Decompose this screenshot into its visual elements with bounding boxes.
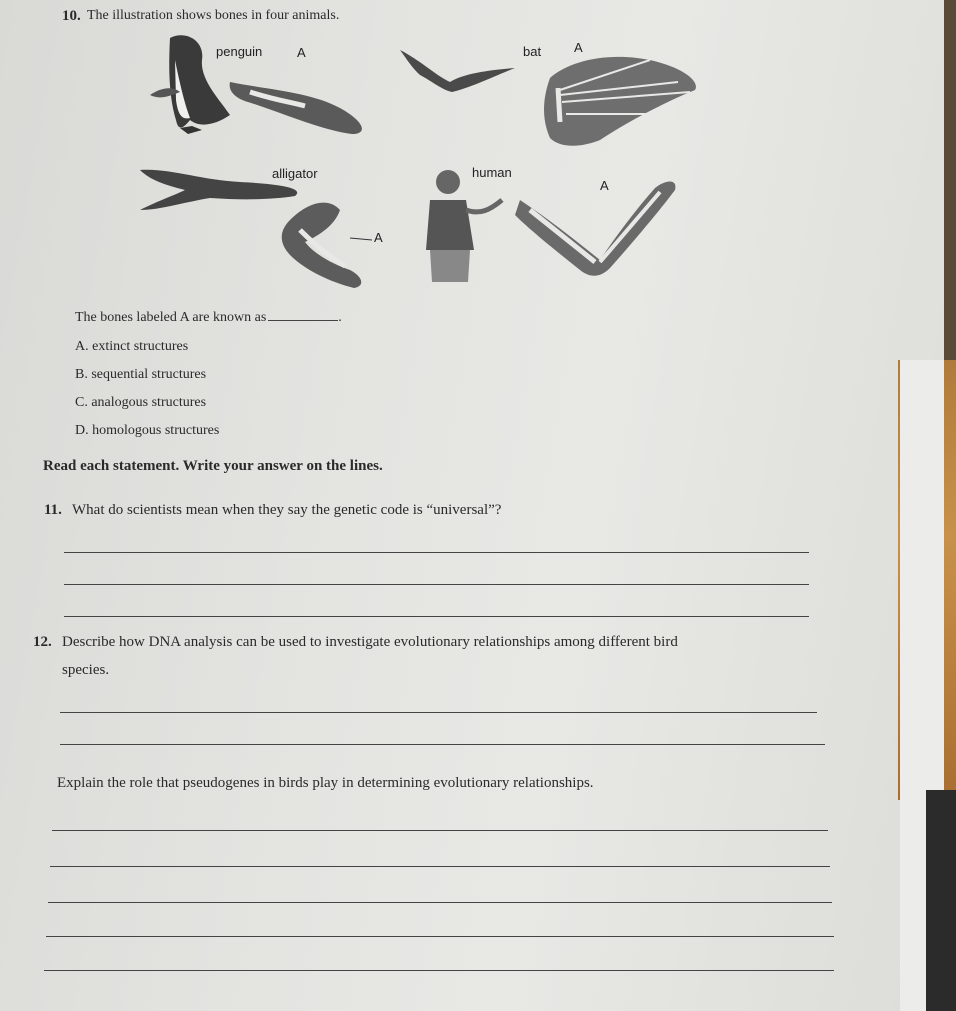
question-12-prompt-line2: species. [62,662,110,678]
q12-answer-line-1[interactable] [60,712,817,713]
question-12-followup: Explain the role that pseudogenes in birds play in determining evolutionary relationships. [57,775,594,791]
question-10-prompt: The illustration shows bones in four animals. [87,8,340,23]
option-c-letter: C. [75,395,88,410]
desk-shadow [926,790,956,1011]
alligator-a-pointer [350,238,372,240]
bat-figure [400,50,515,92]
bat-wing [544,57,696,146]
question-12-prompt-line1: Describe how DNA analysis can be used to investigate evolutionary relationships among different bird [62,634,678,650]
animal-bones-illustration [130,30,710,300]
label-alligator: alligator [272,166,318,181]
q11-answer-line-2[interactable] [64,584,809,585]
label-alligator-a: A [374,230,383,245]
question-11-number: 11. [44,502,62,518]
question-10-blank[interactable] [268,320,338,321]
label-human: human [472,165,512,180]
q11-answer-line-1[interactable] [64,552,809,553]
option-b[interactable] [75,367,206,383]
option-d-text: homologous structures [92,423,220,438]
question-10-stem-end: . [338,310,342,325]
label-bat-a: A [574,40,583,55]
option-b-letter: B. [75,367,88,382]
alligator-limb [282,203,362,288]
q12-followup-line-3[interactable] [48,902,832,903]
option-d-letter: D. [75,423,89,438]
human-figure [426,170,502,282]
question-10-stem-text: The bones labeled A are known as [75,310,267,325]
option-a-letter: A. [75,339,89,354]
q12-followup-line-5[interactable] [44,970,834,971]
q12-answer-line-2[interactable] [60,744,825,745]
question-10-stem [75,310,342,326]
option-c[interactable] [75,395,206,411]
option-b-text: sequential structures [91,367,207,382]
label-penguin: penguin [216,44,263,59]
option-c-text: analogous structures [91,395,207,410]
q12-followup-line-4[interactable] [46,936,834,937]
option-a[interactable] [75,339,188,355]
question-12-number: 12. [33,634,52,650]
human-arm [515,182,675,276]
q12-followup-line-2[interactable] [50,866,830,867]
section-instructions: Read each statement. Write your answer on the lines. [43,458,383,474]
option-d[interactable] [75,423,219,439]
label-bat: bat [523,44,542,59]
label-penguin-a: A [297,45,306,60]
q12-followup-line-1[interactable] [52,830,828,831]
label-human-a: A [600,178,609,193]
q11-answer-line-3[interactable] [64,616,809,617]
question-11-prompt: What do scientists mean when they say the genetic code is “universal”? [72,502,502,518]
penguin-flipper [230,82,362,134]
question-10-number: 10. [62,8,81,24]
option-a-text: extinct structures [92,339,189,354]
